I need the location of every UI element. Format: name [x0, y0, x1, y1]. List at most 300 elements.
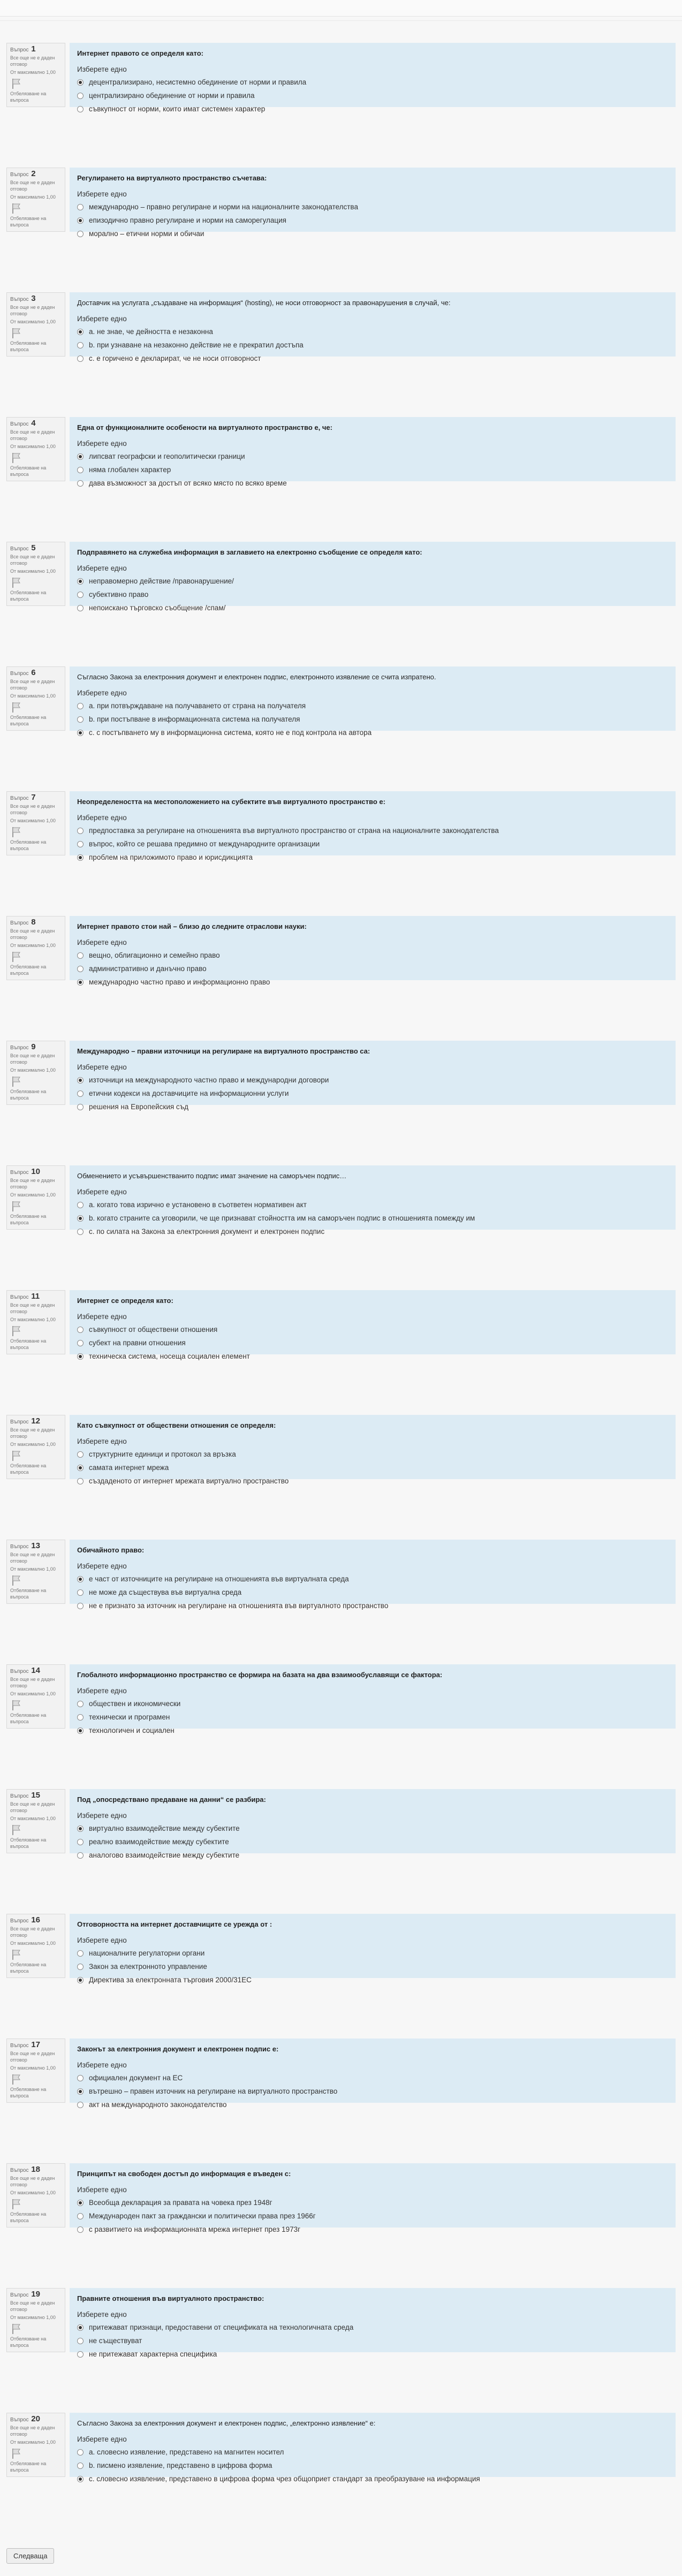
radio-button[interactable] — [77, 828, 84, 834]
question-number — [10, 1917, 62, 1925]
flag-icon[interactable] — [10, 202, 22, 214]
radio-button[interactable] — [77, 1714, 84, 1721]
radio-button[interactable] — [77, 2449, 84, 2456]
answer-option[interactable] — [77, 1710, 668, 1724]
flag-question-link[interactable]: Отбелязване на въпроса — [10, 839, 47, 851]
answer-option[interactable] — [77, 102, 668, 116]
question-text: Отговорността на интернет доставчиците се урежда от : — [77, 1920, 272, 1928]
question-number-value: 14 — [31, 1666, 40, 1675]
question-content — [70, 1290, 676, 1360]
flag-question-link[interactable]: Отбелязване на въпроса — [10, 715, 47, 726]
flag-icon[interactable] — [10, 1699, 22, 1711]
question-text: Обменението и усъвършенстванито подпис имат значение на саморъчен подпис… — [77, 1172, 347, 1180]
answer-prompt: Изберете едно — [77, 1936, 127, 1944]
answer-option[interactable] — [77, 1198, 668, 1211]
answer-label: международно – правно регулиране и норми на националните законодателства — [89, 203, 358, 211]
flag-question-link[interactable]: Отбелязване на въпроса — [10, 964, 47, 976]
answer-prompt: Изберете едно — [77, 65, 127, 73]
answer-option[interactable] — [77, 227, 668, 240]
radio-button[interactable] — [77, 605, 84, 611]
question-info — [6, 916, 65, 980]
radio-button[interactable] — [77, 355, 84, 362]
question-content — [70, 2288, 676, 2358]
answer-label: решения на Европейския съд — [89, 1103, 189, 1111]
answer-label: Международен пакт за граждански и политически права през 1966г — [89, 2212, 316, 2220]
answer-label: субективно право — [89, 590, 149, 598]
next-button[interactable]: Следваща — [6, 2548, 54, 2564]
question-grade: От максимално 1,00 — [10, 444, 56, 449]
question-grade: От максимално 1,00 — [10, 319, 56, 324]
question-info — [6, 1540, 65, 1604]
radio-button[interactable] — [77, 1327, 84, 1333]
answer-label: b. писмено изявление, представено в цифрова форма — [89, 2461, 272, 2469]
question-number-label: Въпрос — [10, 920, 29, 926]
answer-label: международно частно право и информационно право — [89, 978, 270, 986]
answer-label: b. когато страните са уговорили, че ще признават стойността им на саморъчен подпис в отношенията помежду им — [89, 1214, 475, 1222]
question-text: Международно – правни източници на регулиране на виртуалното пространство са: — [77, 1047, 370, 1055]
question-state: Все още не е даден отговор — [10, 679, 55, 691]
radio-button[interactable] — [77, 2200, 84, 2206]
radio-button[interactable] — [77, 1728, 84, 1734]
question-number-value: 3 — [31, 294, 36, 303]
question-state: Все още не е даден отговор — [10, 1427, 55, 1439]
radio-button[interactable] — [77, 467, 84, 473]
radio-button[interactable] — [77, 578, 84, 585]
answer-option[interactable] — [77, 2209, 668, 2223]
radio-button[interactable] — [77, 231, 84, 237]
question-grade: От максимално 1,00 — [10, 1816, 56, 1821]
radio-button[interactable] — [77, 841, 84, 847]
question-grade: От максимално 1,00 — [10, 1442, 56, 1447]
question-number — [10, 420, 62, 428]
answer-option[interactable] — [77, 713, 668, 726]
answer-option[interactable] — [77, 325, 668, 338]
question-content — [70, 2039, 676, 2109]
flag-question-link[interactable]: Отбелязване на въпроса — [10, 2461, 47, 2473]
radio-button[interactable] — [77, 1950, 84, 1957]
answer-option[interactable] — [77, 1100, 668, 1113]
question-state: Все още не е даден отговор — [10, 1178, 55, 1189]
question-number-value: 20 — [31, 2414, 40, 2423]
answer-label: технически и програмен — [89, 1713, 170, 1721]
flag-question-link[interactable]: Отбелязване на въпроса — [10, 1962, 47, 1974]
answer-option[interactable] — [77, 726, 668, 739]
answer-option[interactable] — [77, 601, 668, 615]
question-state: Все още не е даден отговор — [10, 2425, 55, 2437]
answer-prompt: Изберете едно — [77, 2435, 127, 2443]
flag-question-link[interactable]: Отбелязване на въпроса — [10, 1837, 47, 1849]
radio-button[interactable] — [77, 1202, 84, 1208]
flag-question-link[interactable]: Отбелязване на въпроса — [10, 1338, 47, 1350]
answer-label: източници на международното частно право и международни договори — [89, 1076, 329, 1084]
radio-button[interactable] — [77, 2075, 84, 2081]
answer-label: не съществуват — [89, 2337, 142, 2345]
radio-button[interactable] — [77, 1852, 84, 1859]
question-info — [6, 417, 65, 481]
radio-button[interactable] — [77, 2324, 84, 2331]
flag-question-link[interactable]: Отбелязване на въпроса — [10, 1214, 47, 1225]
question-number — [10, 296, 62, 303]
radio-button[interactable] — [77, 979, 84, 986]
question-text: Съгласно Закона за електронния документ и електронен подпис, „електронно изявление“ е: — [77, 2419, 376, 2427]
question-state: Все още не е даден отговор — [10, 554, 55, 566]
question-content — [70, 43, 676, 113]
answer-label: вещно, облигационно и семейно право — [89, 951, 220, 959]
answer-label: a. при потвърждаване на получаването от страна на получателя — [89, 702, 306, 710]
question-text: Правните отношения във виртуалното пространство: — [77, 2294, 264, 2302]
answer-label: структурните единици и протокол за връзка — [89, 1450, 236, 1458]
flag-icon[interactable] — [10, 701, 22, 713]
question-number-label: Въпрос — [10, 1544, 29, 1550]
answer-label: c. по силата на Закона за електронния документ и електронен подпис — [89, 1228, 325, 1236]
radio-button[interactable] — [77, 2476, 84, 2482]
flag-icon[interactable] — [10, 1325, 22, 1337]
radio-button[interactable] — [77, 2213, 84, 2219]
question-number-label: Въпрос — [10, 172, 29, 178]
radio-button[interactable] — [77, 79, 84, 86]
question-state: Все още не е даден отговор — [10, 804, 55, 815]
radio-button[interactable] — [77, 2226, 84, 2233]
question-number — [10, 2042, 62, 2049]
radio-button[interactable] — [77, 1701, 84, 1707]
divider — [0, 20, 682, 21]
flag-question-link[interactable]: Отбелязване на въпроса — [10, 91, 47, 103]
question-grade: От максимално 1,00 — [10, 1691, 56, 1696]
flag-icon[interactable] — [10, 1200, 22, 1212]
question-content — [70, 2413, 676, 2483]
answer-label: b. при узнаване на незаконно действие не е прекратил достъпа — [89, 341, 304, 349]
question-number — [10, 1792, 62, 1800]
question-state: Все още не е даден отговор — [10, 1926, 55, 1938]
question-text: Принципът на свободен достъп до информация е въведен с: — [77, 2170, 291, 2178]
answer-prompt: Изберете едно — [77, 814, 127, 822]
answer-option[interactable] — [77, 1323, 668, 1336]
question-number-value: 13 — [31, 1541, 40, 1550]
question-state: Все още не е даден отговор — [10, 1552, 55, 1564]
question-grade: От максимално 1,00 — [10, 1566, 56, 1572]
radio-button[interactable] — [77, 1451, 84, 1458]
answer-label: централизирано обединение от норми и правила — [89, 92, 255, 100]
question-state: Все още не е даден отговор — [10, 928, 55, 940]
question-info — [6, 1914, 65, 1978]
answer-option[interactable] — [77, 1835, 668, 1848]
radio-button[interactable] — [77, 1465, 84, 1471]
question-state: Все още не е даден отговор — [10, 2051, 55, 2063]
answer-option[interactable] — [77, 1073, 668, 1087]
answer-option[interactable] — [77, 1225, 668, 1238]
question-grade: От максимално 1,00 — [10, 2439, 56, 2445]
answer-option[interactable] — [77, 1350, 668, 1363]
radio-button[interactable] — [77, 716, 84, 723]
answer-label: Закон за електронното управление — [89, 1963, 207, 1971]
question-number-label: Въпрос — [10, 1419, 29, 1425]
radio-button[interactable] — [77, 2088, 84, 2095]
answer-option[interactable] — [77, 1697, 668, 1710]
question-text: Съгласно Закона за електронния документ и електронен подпис, електронното изявление се счита изпратено. — [77, 673, 436, 681]
radio-button[interactable] — [77, 1090, 84, 1097]
question-grade: От максимално 1,00 — [10, 693, 56, 699]
answer-label: a. словесно изявление, представено на магнитен носител — [89, 2448, 284, 2456]
answer-option[interactable] — [77, 2223, 668, 2236]
question-info — [6, 1290, 65, 1354]
answer-label: вътрешно – правен източник на регулиране на виртуалното пространство — [89, 2087, 338, 2095]
answer-option[interactable] — [77, 962, 668, 975]
answer-option[interactable] — [77, 2085, 668, 2098]
flag-question-link[interactable]: Отбелязване на въпроса — [10, 216, 47, 228]
radio-button[interactable] — [77, 1964, 84, 1970]
radio-button[interactable] — [77, 1576, 84, 1582]
answer-option[interactable] — [77, 352, 668, 365]
flag-icon[interactable] — [10, 78, 22, 89]
question-info — [6, 1165, 65, 1230]
question-state: Все още не е даден отговор — [10, 305, 55, 316]
question-state: Все още не е даден отговор — [10, 2176, 55, 2187]
flag-question-link[interactable]: Отбелязване на въпроса — [10, 1463, 47, 1475]
question-number-value: 7 — [31, 793, 36, 802]
question-number-value: 1 — [31, 44, 36, 54]
flag-icon[interactable] — [10, 327, 22, 339]
answer-option[interactable] — [77, 2321, 668, 2334]
radio-button[interactable] — [77, 453, 84, 460]
question-number — [10, 2291, 62, 2299]
question-grade: От максимално 1,00 — [10, 70, 56, 75]
radio-button[interactable] — [77, 854, 84, 861]
question-info — [6, 2039, 65, 2103]
answer-option[interactable] — [77, 1087, 668, 1100]
radio-button[interactable] — [77, 730, 84, 736]
question-number-label: Въпрос — [10, 2043, 29, 2049]
flag-question-link[interactable]: Отбелязване на въпроса — [10, 2087, 47, 2098]
radio-button[interactable] — [77, 1478, 84, 1484]
answer-label: няма глобален характер — [89, 466, 171, 474]
question-number-label: Въпрос — [10, 2168, 29, 2173]
flag-icon[interactable] — [10, 1574, 22, 1586]
answer-prompt: Изберете едно — [77, 689, 127, 697]
answer-label: акт на международното законодателство — [89, 2101, 227, 2109]
answer-option[interactable] — [77, 75, 668, 89]
radio-button[interactable] — [77, 1353, 84, 1360]
answer-option[interactable] — [77, 2071, 668, 2085]
radio-button[interactable] — [77, 1839, 84, 1845]
radio-button[interactable] — [77, 1603, 84, 1609]
answer-label: предпоставка за регулиране на отношенията във виртуалното пространство от страна на националните законодателства — [89, 827, 499, 835]
question-number-label: Въпрос — [10, 297, 29, 302]
flag-icon[interactable] — [10, 826, 22, 838]
flag-question-link[interactable]: Отбелязване на въпроса — [10, 590, 47, 602]
radio-button[interactable] — [77, 342, 84, 348]
radio-button[interactable] — [77, 1215, 84, 1222]
question-number-label: Въпрос — [10, 1669, 29, 1675]
question-grade: От максимално 1,00 — [10, 1192, 56, 1198]
answer-option[interactable] — [77, 2196, 668, 2209]
answer-option[interactable] — [77, 1822, 668, 1835]
flag-question-link[interactable]: Отбелязване на въпроса — [10, 1089, 47, 1101]
answer-label: c. с постъпването му в информационна система, която не е под контрола на автора — [89, 729, 372, 737]
flag-icon[interactable] — [10, 2448, 22, 2459]
question-grade: От максимално 1,00 — [10, 1317, 56, 1322]
flag-icon[interactable] — [10, 2323, 22, 2335]
radio-button[interactable] — [77, 1077, 84, 1084]
answer-option[interactable] — [77, 2445, 668, 2459]
question-number-label: Въпрос — [10, 1045, 29, 1051]
answer-label: децентрализирано, несистемно обединение от норми и правила — [89, 78, 307, 86]
answer-option[interactable] — [77, 851, 668, 864]
answer-option[interactable] — [77, 1960, 668, 1973]
radio-button[interactable] — [77, 93, 84, 99]
question-content — [70, 1540, 676, 1610]
question-grade: От максимално 1,00 — [10, 2190, 56, 2195]
answer-option[interactable] — [77, 1336, 668, 1350]
question-text: Регулирането на виртуалното пространство съчетава: — [77, 174, 267, 182]
question-number-label: Въпрос — [10, 1170, 29, 1176]
radio-button[interactable] — [77, 217, 84, 224]
radio-button[interactable] — [77, 1229, 84, 1235]
answer-option[interactable] — [77, 699, 668, 713]
question-info — [6, 542, 65, 606]
question-content — [70, 1789, 676, 1859]
answer-option[interactable] — [77, 1724, 668, 1737]
answer-option[interactable] — [77, 975, 668, 989]
flag-question-link[interactable]: Отбелязване на въпроса — [10, 2211, 47, 2223]
flag-icon[interactable] — [10, 1949, 22, 1960]
question-content — [70, 791, 676, 861]
question-number-value: 9 — [31, 1042, 36, 1051]
radio-button[interactable] — [77, 966, 84, 972]
question-number — [10, 1293, 62, 1301]
radio-button[interactable] — [77, 1977, 84, 1983]
question-grade: От максимално 1,00 — [10, 2065, 56, 2071]
answer-option[interactable] — [77, 949, 668, 962]
question-content — [70, 1041, 676, 1111]
answer-option[interactable] — [77, 1474, 668, 1488]
question-number — [10, 171, 62, 178]
question-number — [10, 1418, 62, 1426]
answer-label: е част от източниците на регулиране на отношенията във виртуалната среда — [89, 1575, 349, 1583]
radio-button[interactable] — [77, 1340, 84, 1346]
question-content — [70, 1415, 676, 1485]
answer-option[interactable] — [77, 476, 668, 490]
question-number-value: 2 — [31, 169, 36, 178]
answer-option[interactable] — [77, 1973, 668, 1987]
question-text: Неопределеността на местоположението на субектите във виртуалното пространство е: — [77, 798, 385, 806]
flag-question-link[interactable]: Отбелязване на въпроса — [10, 465, 47, 477]
question-number-value: 18 — [31, 2165, 40, 2174]
answer-option[interactable] — [77, 2472, 668, 2486]
question-number-value: 17 — [31, 2040, 40, 2049]
answer-option[interactable] — [77, 2334, 668, 2347]
question-number-label: Въпрос — [10, 47, 29, 53]
radio-button[interactable] — [77, 480, 84, 487]
flag-icon[interactable] — [10, 1075, 22, 1087]
radio-button[interactable] — [77, 1825, 84, 1832]
answer-option[interactable] — [77, 588, 668, 601]
flag-question-link[interactable]: Отбелязване на въпроса — [10, 1588, 47, 1600]
answer-option[interactable] — [77, 1448, 668, 1461]
answer-label: субект на правни отношения — [89, 1339, 186, 1347]
answer-label: с развитието на информационната мрежа интернет през 1973г — [89, 2225, 301, 2233]
radio-button[interactable] — [77, 703, 84, 709]
flag-question-link[interactable]: Отбелязване на въпроса — [10, 340, 47, 352]
answer-prompt: Изберете едно — [77, 1437, 127, 1445]
flag-question-link[interactable]: Отбелязване на въпроса — [10, 2336, 47, 2348]
answer-prompt: Изберете едно — [77, 315, 127, 323]
radio-button[interactable] — [77, 952, 84, 959]
question-text: Като съвкупност от обществени отношения се определя: — [77, 1421, 276, 1429]
answer-option[interactable] — [77, 89, 668, 102]
radio-button[interactable] — [77, 329, 84, 335]
answer-prompt: Изберете едно — [77, 1063, 127, 1071]
answer-option[interactable] — [77, 463, 668, 476]
answer-option[interactable] — [77, 2098, 668, 2111]
radio-button[interactable] — [77, 2102, 84, 2108]
question-content — [70, 417, 676, 487]
question-content — [70, 916, 676, 986]
answer-option[interactable] — [77, 200, 668, 214]
flag-icon[interactable] — [10, 1450, 22, 1461]
question-content — [70, 542, 676, 612]
flag-icon[interactable] — [10, 2073, 22, 2085]
answer-option[interactable] — [77, 2459, 668, 2472]
question-text: Една от функционалните особености на виртуалното пространство е, че: — [77, 423, 332, 431]
question-number — [10, 1044, 62, 1051]
answer-label: обществен и икономически — [89, 1700, 181, 1708]
question-number — [10, 1543, 62, 1550]
radio-button[interactable] — [77, 592, 84, 598]
answer-label: неправомерно действие /правонарушение/ — [89, 577, 234, 585]
answer-option[interactable] — [77, 1848, 668, 1862]
answer-option[interactable] — [77, 2347, 668, 2361]
answer-option[interactable] — [77, 574, 668, 588]
flag-question-link[interactable]: Отбелязване на въпроса — [10, 1713, 47, 1724]
radio-button[interactable] — [77, 204, 84, 210]
answer-option[interactable] — [77, 824, 668, 837]
flag-icon[interactable] — [10, 452, 22, 464]
question-state: Все още не е даден отговор — [10, 1677, 55, 1688]
radio-button[interactable] — [77, 1104, 84, 1110]
answer-option[interactable] — [77, 1946, 668, 1960]
flag-icon[interactable] — [10, 577, 22, 588]
question-text: Доставчик на услугата „създаване на информация“ (hosting), не носи отговорност за правонарушения в случай, че: — [77, 299, 451, 307]
answer-option[interactable] — [77, 1599, 668, 1612]
answer-option[interactable] — [77, 1461, 668, 1474]
flag-icon[interactable] — [10, 951, 22, 963]
answer-option[interactable] — [77, 214, 668, 227]
question-number-value: 10 — [31, 1167, 40, 1176]
flag-icon[interactable] — [10, 2198, 22, 2210]
question-info — [6, 791, 65, 855]
question-grade: От максимално 1,00 — [10, 1941, 56, 1946]
radio-button[interactable] — [77, 2463, 84, 2469]
radio-button[interactable] — [77, 1589, 84, 1596]
answer-label: морално – етични норми и обичаи — [89, 230, 204, 238]
question-info — [6, 1789, 65, 1853]
radio-button[interactable] — [77, 2338, 84, 2344]
answer-prompt: Изберете едно — [77, 564, 127, 572]
answer-label: c. е горичено е декларират, че не носи отговорност — [89, 354, 261, 362]
radio-button[interactable] — [77, 106, 84, 112]
answer-option[interactable] — [77, 1211, 668, 1225]
answer-option[interactable] — [77, 338, 668, 352]
answer-option[interactable] — [77, 1572, 668, 1586]
answer-option[interactable] — [77, 1586, 668, 1599]
radio-button[interactable] — [77, 2351, 84, 2358]
answer-option[interactable] — [77, 450, 668, 463]
answer-option[interactable] — [77, 837, 668, 851]
answer-label: създаденото от интернет мрежата виртуално пространство — [89, 1477, 289, 1485]
answer-prompt: Изберете едно — [77, 1188, 127, 1196]
answer-label: самата интернет мрежа — [89, 1464, 169, 1472]
flag-icon[interactable] — [10, 1824, 22, 1836]
